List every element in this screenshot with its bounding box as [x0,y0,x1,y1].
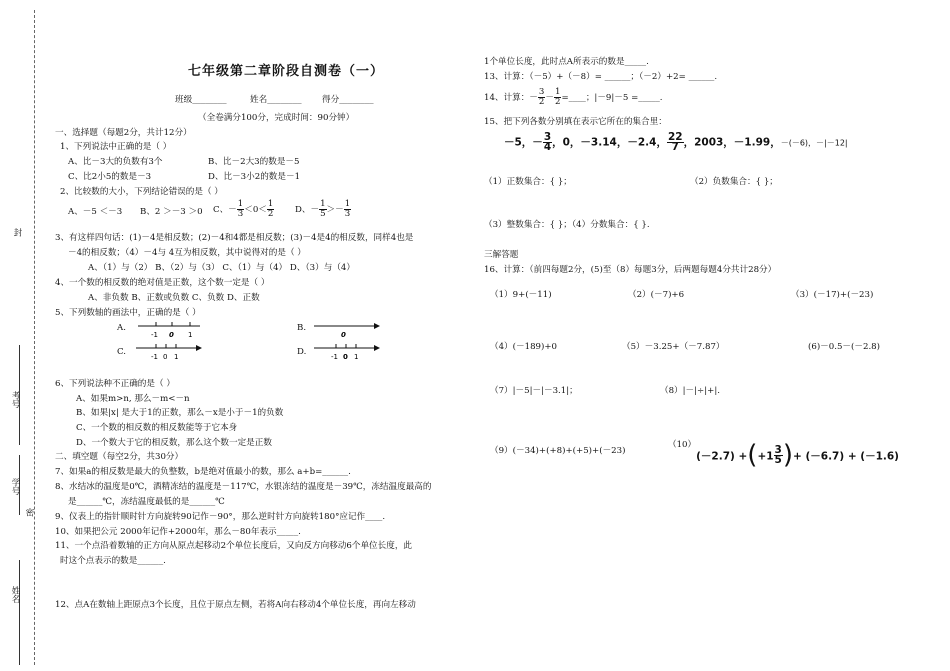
q15-small: －(－6)，－|－12| [780,138,848,148]
q2d-fraction-1 [319,200,326,219]
q15-mid: ，0，－3.14，－2.4， [552,136,667,149]
section-2-heading: 二、填空题（每空2分，共30分） [55,452,184,462]
nl-c-tick-minus1: -1 [151,353,158,361]
q3-line-2: －4的相反数；（4）－4与 4互为相反数，其中说得对的是（ ） [68,248,306,258]
score-field: 得分________ [322,95,374,105]
q14-den-1: 2 [538,97,545,107]
q15-stem: 15、把下列各数分别填在表示它所在的集合里： [484,117,667,127]
calc-10-num: 3 [774,443,782,456]
calc-2: （2）(－7)+6 [628,290,685,300]
q6-stem: 6、下列说法种不正确的是（ ） [55,379,175,389]
nl-a-tick-0: 0 [169,331,174,339]
nl-a-tick-1: 1 [188,331,193,339]
calc-3: （3）(－17)+(－23) [791,290,874,300]
q11-line-1: 11、一个点沿着数轴的正方向从原点起移动2个单位长度后，又向反方向移动6个单位长度，此 [55,541,413,551]
q13: 13、计算：（－5）+（－8）= ______；（－2）+2= ______. [484,72,718,82]
q15-suffix: ，2003，－1.99， [683,136,781,149]
name-label: 姓名 [10,586,20,603]
q2d-prefix: D、－ [295,205,320,215]
q4-stem: 4、一个数的相反数的绝对值是正数，这个数一定是（ ） [55,278,270,288]
q12-continuation: 1个单位长度，此时点A所表示的数是_____. [484,57,649,67]
q14-suffix: =____；|－9|－5 =_____. [561,93,663,103]
q2d-fraction-2 [344,200,351,219]
q14-num-2: 1 [554,87,561,97]
q2d-mid: ＞－ [326,205,344,215]
q2c-mid: ＜0＜ [244,205,267,215]
q15-numbers [504,133,848,152]
seal-char: 封 [12,228,22,237]
section-3-heading: 三解答题 [484,250,519,260]
name-line [19,560,20,665]
q14-num-1: 3 [538,87,545,97]
q2c-fraction-2 [267,200,274,219]
q1-stem: 1、下列说法中正确的是（ ） [60,142,172,152]
q3-line-1: 3、有这样四句话：(1)－4是相反数；(2)－4和4都是相反数；(3)－4是4的相反数，同样4也是 [55,233,414,243]
numberline-c-label: C. [117,347,127,357]
q2d-den-2: 3 [344,209,351,219]
calc-9: （9）(－34)+(+8)+(+5)+(－23) [490,446,626,456]
q14-prefix: 14、计算：－ [484,93,538,103]
q6-option-c: C、一个数的相反数的相反数能等于它本身 [76,423,238,433]
dense-char: 密 [24,508,34,517]
q14 [484,88,663,107]
set-negative: （2）负数集合：{ }； [690,177,778,187]
calc-10-fraction [774,443,783,466]
q6-option-d: D、一个数大于它的相反数，那么这个数一定是正数 [76,438,272,448]
q15-num-2: 22 [667,131,683,143]
numberline-a [134,318,206,340]
nl-a-tick-minus1: -1 [151,331,158,339]
q15-den-1: 4 [543,141,552,153]
calc-5: （5）－3.25+（－7.87） [622,342,725,352]
q15-fraction-2 [667,133,684,152]
numberline-d-label: D. [297,347,307,357]
q5-stem: 5、下列数轴的画法中，正确的是（ ） [55,308,201,318]
q14-mid: － [545,93,554,103]
q16-stem: 16、计算：（前四每题2分，(5)至（8）每题3分，后两题每题4分共计28分） [484,265,777,275]
class-field: 班级________ [175,95,227,105]
calc-10-label: （10） [668,440,697,450]
q2-option-b: B、2 ＞－3 ＞0 [140,207,203,217]
q6-option-a: A、如果m>n, 那么－m<－n [76,394,190,404]
exam-note: （全卷满分100分，完成时间：90分钟） [198,113,355,123]
q10: 10、如果把公元 2000年记作+2000年，那么－80年表示_____. [55,527,301,537]
calc-10-term-a: (－2.7) + [696,450,748,463]
q15-prefix: －5，－ [504,136,543,149]
exam-no-label: 考号 [10,391,20,408]
q2-option-a: A、－5 ＜－3 [68,207,123,217]
q2c-prefix: C、－ [213,205,237,215]
q15-fraction-1 [543,133,552,152]
q15-num-1: 3 [543,131,552,143]
binding-dashed-line [34,10,35,665]
student-no-label: 学号 [10,478,20,495]
q8-line-1: 8、水结冰的温度是0℃，酒精冻结的温度是－117℃，水银冻结的温度是－39℃，冻结温度最高的 [55,482,432,492]
q2c-den-2: 2 [267,209,274,219]
calc-10-right-paren: ) [782,440,794,470]
nl-d-tick-1: 1 [354,353,359,361]
q1-option-b: B、比－2大3的数是－5 [208,157,300,167]
q2-option-c [213,200,274,219]
calc-10-den: 5 [774,453,782,466]
set-integer-fraction: （3）整数集合：{ }；（4）分数集合：{ }. [484,220,650,230]
nl-c-tick-0: 0 [163,353,168,361]
q4-options: A、非负数 B、正数或负数 C、负数 D、正数 [88,293,260,303]
q1-option-c: C、比2小5的数是－3 [68,172,152,182]
calc-7: （7）|－5|－|－3.1|； [490,386,578,396]
q6-option-b: B、如果|x| 是大于1的正数，那么－x是小于－1的负数 [76,408,284,418]
numberline-a-label: A. [117,323,126,333]
q3-options: A、（1）与（2） B、（2）与（3） C、（1）与（4） D、（3）与（4） [88,263,355,273]
numberline-c [134,340,206,362]
nl-c-tick-1: 1 [174,353,179,361]
set-positive: （1）正数集合：{ }； [484,177,572,187]
q11-line-2: 时这个点表示的数是______. [60,556,166,566]
q2c-num-1: 1 [237,199,244,209]
calc-4: （4）(－189)+0 [490,342,558,352]
q2d-num-1: 1 [320,199,326,209]
q1-option-a: A、比－3大的负数有3个 [68,157,163,167]
q7: 7、如果a的相反数是最大的负整数，b是绝对值最小的数，那么 a+b=______. [55,467,351,477]
name-field: 姓名________ [250,95,302,105]
numberline-d [312,340,384,362]
q2d-num-2: 1 [344,199,351,209]
calc-10-left-paren: ( [747,440,758,470]
q14-den-2: 2 [554,97,561,107]
q2c-num-2: 1 [267,199,274,209]
nl-d-tick-minus1: -1 [331,353,338,361]
nl-d-tick-0: 0 [343,353,348,361]
calc-10-term-c: + (－6.7) + (－1.6) [793,450,899,463]
q9: 9、仪表上的指针顺时针方向旋转90记作－90°，那么逆时针方向旋转180°应记作____. [55,512,386,522]
calc-6: (6)－0.5－(－2.8) [808,342,880,352]
q12: 12、点A在数轴上距原点3个长度，且位于原点左侧，若将A向右移动4个单位长度，再向左移动 [55,600,416,610]
section-1-heading: 一、选择题（每题2分，共计12分） [55,128,192,138]
q2d-den-1: 5 [320,209,326,219]
q15-den-2: 7 [671,141,679,153]
calc-10-whole: +1 [757,450,774,463]
q2-option-d [295,200,351,219]
calc-8: （8）|－|÷|+|. [660,386,720,396]
q2c-den-1: 3 [237,209,244,219]
calc-10 [668,440,899,470]
nl-b-tick-0: 0 [341,331,346,339]
q1-option-d: D、比－3小2的数是－1 [208,172,301,182]
q8-line-2: 是______℃，冻结温度最低的是______℃ [68,497,225,507]
calc-1: （1）9+(－11) [490,290,552,300]
numberline-b [312,318,384,340]
q2-stem: 2、比较数的大小，下列结论错误的是（ ） [60,187,223,197]
numberline-b-label: B. [297,323,307,333]
exam-title: 七年级第二章阶段自测卷（一） [188,64,385,79]
